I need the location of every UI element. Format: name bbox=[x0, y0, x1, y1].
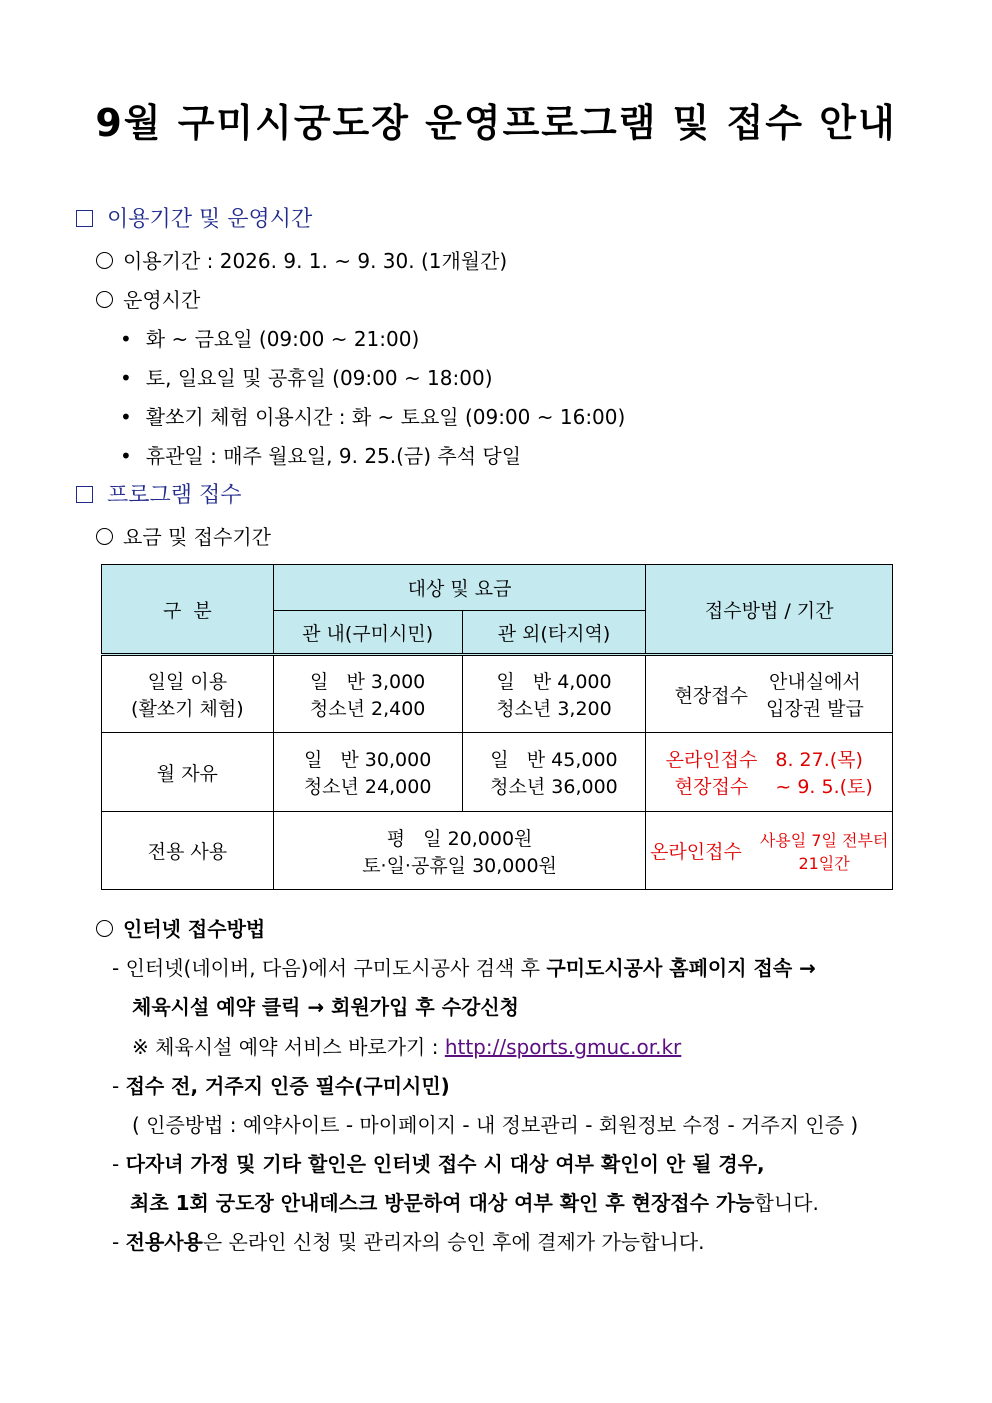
table-row bbox=[102, 733, 893, 812]
hours-item: • 활쏘기 체험 이용시간 : 화 ~ 토요일 (09:00 ~ 16:00) bbox=[120, 405, 626, 429]
circle-bullet-icon bbox=[96, 528, 113, 545]
table-row bbox=[102, 655, 893, 733]
fee-in: 일 반 30,000 청소년 24,000 bbox=[273, 733, 462, 812]
internet-line-2: 체육시설 예약 클릭 → 회원가입 후 수강신청 bbox=[132, 995, 519, 1019]
hours-item: • 휴관일 : 매주 월요일, 9. 25.(금) 추석 당일 bbox=[120, 444, 522, 468]
sports-site-link[interactable]: http://sports.gmuc.or.kr bbox=[444, 1035, 682, 1059]
fee-table bbox=[101, 564, 893, 890]
row-category: 월 자유 bbox=[102, 733, 274, 812]
header-category: 구 분 bbox=[102, 565, 274, 655]
fee-exclusive: 평 일 20,000원 토·일·공휴일 30,000원 bbox=[273, 812, 646, 890]
period-line: 이용기간 : 2026. 9. 1. ~ 9. 30. (1개월간) bbox=[96, 245, 507, 274]
page-title: 9월 구미시궁도장 운영프로그램 및 접수 안내 bbox=[95, 101, 897, 145]
section-heading-period: 이용기간 및 운영시간 bbox=[76, 202, 312, 233]
dot-bullet-icon: • bbox=[120, 405, 132, 429]
hours-label: 운영시간 bbox=[96, 284, 200, 313]
internet-line-8: - 전용사용은 온라인 신청 및 관리자의 승인 후에 결제가 가능합니다. bbox=[112, 1230, 705, 1254]
fee-in: 일 반 3,000 청소년 2,400 bbox=[273, 655, 462, 733]
header-method: 접수방법 / 기간 bbox=[646, 565, 893, 655]
internet-heading: 인터넷 접수방법 bbox=[96, 913, 265, 942]
dot-bullet-icon: • bbox=[120, 366, 132, 390]
internet-line-1: - 인터넷(네이버, 다음)에서 구미도시공사 검색 후 구미도시공사 홈페이지 접속 → bbox=[112, 956, 816, 980]
row-category: 일일 이용 (활쏘기 체험) bbox=[102, 655, 274, 733]
checkbox-square-icon bbox=[76, 210, 93, 227]
internet-line-4: - 접수 전, 거주지 인증 필수(구미시민) bbox=[112, 1074, 450, 1098]
dot-bullet-icon: • bbox=[120, 327, 132, 351]
hours-item: • 화 ~ 금요일 (09:00 ~ 21:00) bbox=[120, 327, 420, 351]
dot-bullet-icon: • bbox=[120, 444, 132, 468]
method-cell: 온라인접수 현장접수 8. 27.(목) ~ 9. 5.(토) bbox=[646, 733, 893, 812]
section-heading-program: 프로그램 접수 bbox=[76, 478, 242, 509]
circle-bullet-icon bbox=[96, 252, 113, 269]
circle-bullet-icon bbox=[96, 920, 113, 937]
method-cell: 온라인접수 사용일 7일 전부터 21일간 bbox=[646, 812, 893, 890]
fee-out: 일 반 4,000 청소년 3,200 bbox=[462, 655, 646, 733]
row-category: 전용 사용 bbox=[102, 812, 274, 890]
fee-out: 일 반 45,000 청소년 36,000 bbox=[462, 733, 646, 812]
header-out-area: 관 외(타지역) bbox=[462, 611, 646, 655]
header-in-area: 관 내(구미시민) bbox=[273, 611, 462, 655]
header-target: 대상 및 요금 bbox=[273, 565, 646, 611]
circle-bullet-icon bbox=[96, 291, 113, 308]
internet-line-7: 최초 1회 궁도장 안내데스크 방문하여 대상 여부 확인 후 현장접수 가능합니다. bbox=[130, 1191, 819, 1215]
method-cell: 현장접수 안내실에서 입장권 발급 bbox=[646, 655, 893, 733]
internet-line-5: ( 인증방법 : 예약사이트 - 마이페이지 - 내 정보관리 - 회원정보 수정 - 거주지 인증 ) bbox=[132, 1113, 859, 1137]
hours-item: • 토, 일요일 및 공휴일 (09:00 ~ 18:00) bbox=[120, 366, 493, 390]
internet-line-3: ※ 체육시설 예약 서비스 바로가기 : http://sports.gmuc.or.kr bbox=[132, 1035, 682, 1059]
checkbox-square-icon bbox=[76, 486, 93, 503]
table-row bbox=[102, 812, 893, 890]
fee-label: 요금 및 접수기간 bbox=[96, 521, 271, 550]
internet-line-6: - 다자녀 가정 및 기타 할인은 인터넷 접수 시 대상 여부 확인이 안 될 경우, bbox=[112, 1152, 765, 1176]
